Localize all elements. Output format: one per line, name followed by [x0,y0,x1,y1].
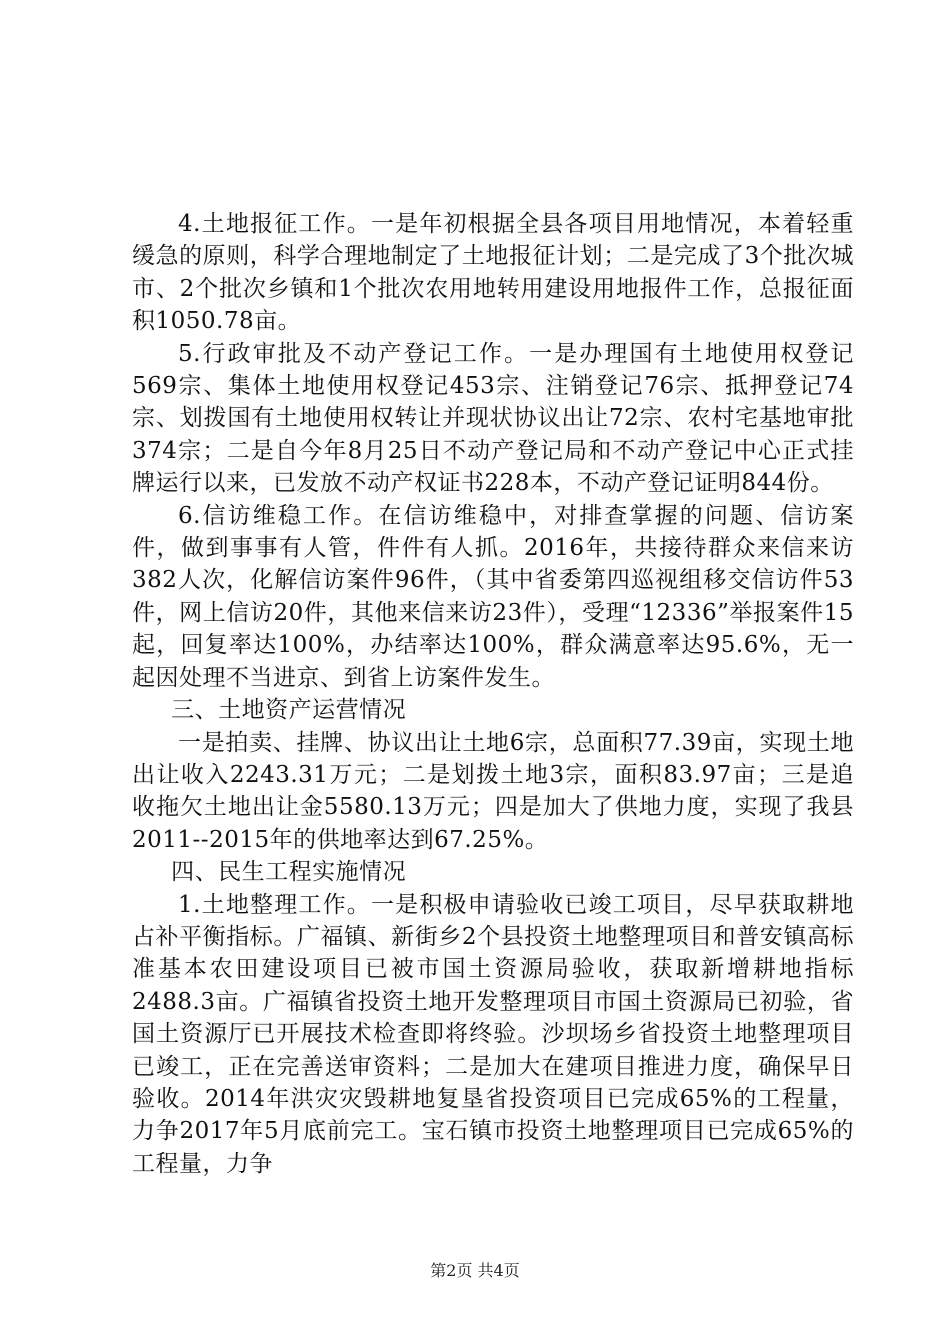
paragraph-land-requisition: 4.土地报征工作。一是年初根据全县各项目用地情况，本着轻重缓急的原则，科学合理地制定了土地报征计划；二是完成了3个批次城市、2个批次乡镇和1个批次农用地转用建设用地报件工作，总报征面积1050.78亩。 [132,211,854,335]
paragraph-land-consolidation: 1.土地整理工作。一是积极申请验收已竣工项目，尽早获取耕地占补平衡指标。广福镇、新街乡2个县投资土地整理项目和普安镇高标准基本农田建设项目已被市国土资源局验收，获取新增耕地指标2488.3亩。广福镇省投资土地开发整理项目市国土资源局已初验，省国土资源厅已开展技术检查即将终验。沙坝场乡省投资土地整理项目已竣工，正在完善送审资料；二是加大在建项目推进力度，确保早日验收。2014年洪灾灾毁耕地复垦省投资项目已完成65%的工程量，力争2017年5月底前完工。宝石镇市投资土地整理项目已完成65%的工程量，力争 [132,891,854,1177]
page-footer [0,1258,950,1281]
page-total: 共4页 [477,1261,520,1280]
paragraph-administrative-approval: 5.行政审批及不动产登记工作。一是办理国有土地使用权登记569宗、集体土地使用权登记453宗、注销登记76宗、抵押登记74宗、划拨国有土地使用权转让并现状协议出让72宗、农村宅基地审批374宗；二是自今年8月25日不动产登记局和不动产登记中心正式挂牌运行以来，已发放不动产权证书228本，不动产登记证明844份。 [132,340,854,497]
section-heading-land-assets: 三、土地资产运营情况 [171,697,407,724]
paragraph-land-assets: 一是拍卖、挂牌、协议出让土地6宗，总面积77.39亩，实现土地出让收入2243.31万元；二是划拨土地3宗，面积83.97亩；三是追收拖欠土地出让金5580.13万元；四是加大了供地力度，实现了我县2011--2015年的供地率达到67.25%。 [132,729,854,853]
paragraph-petition-stability: 6.信访维稳工作。在信访维稳中，对排查掌握的问题、信访案件，做到事事有人管，件件有人抓。2016年，共接待群众来信来访382人次，化解信访案件96件，（其中省委第四巡视组移交信访件53件，网上信访20件，其他来信来访23件），受理“12336”举报案件15起，回复率达100%，办结率达100%，群众满意率达95.6%，无一起因处理不当进京、到省上访案件发生。 [132,502,854,691]
section-heading-livelihood: 四、民生工程实施情况 [171,859,407,886]
page-number: 第2页 [430,1261,473,1280]
document-body [132,208,854,1180]
